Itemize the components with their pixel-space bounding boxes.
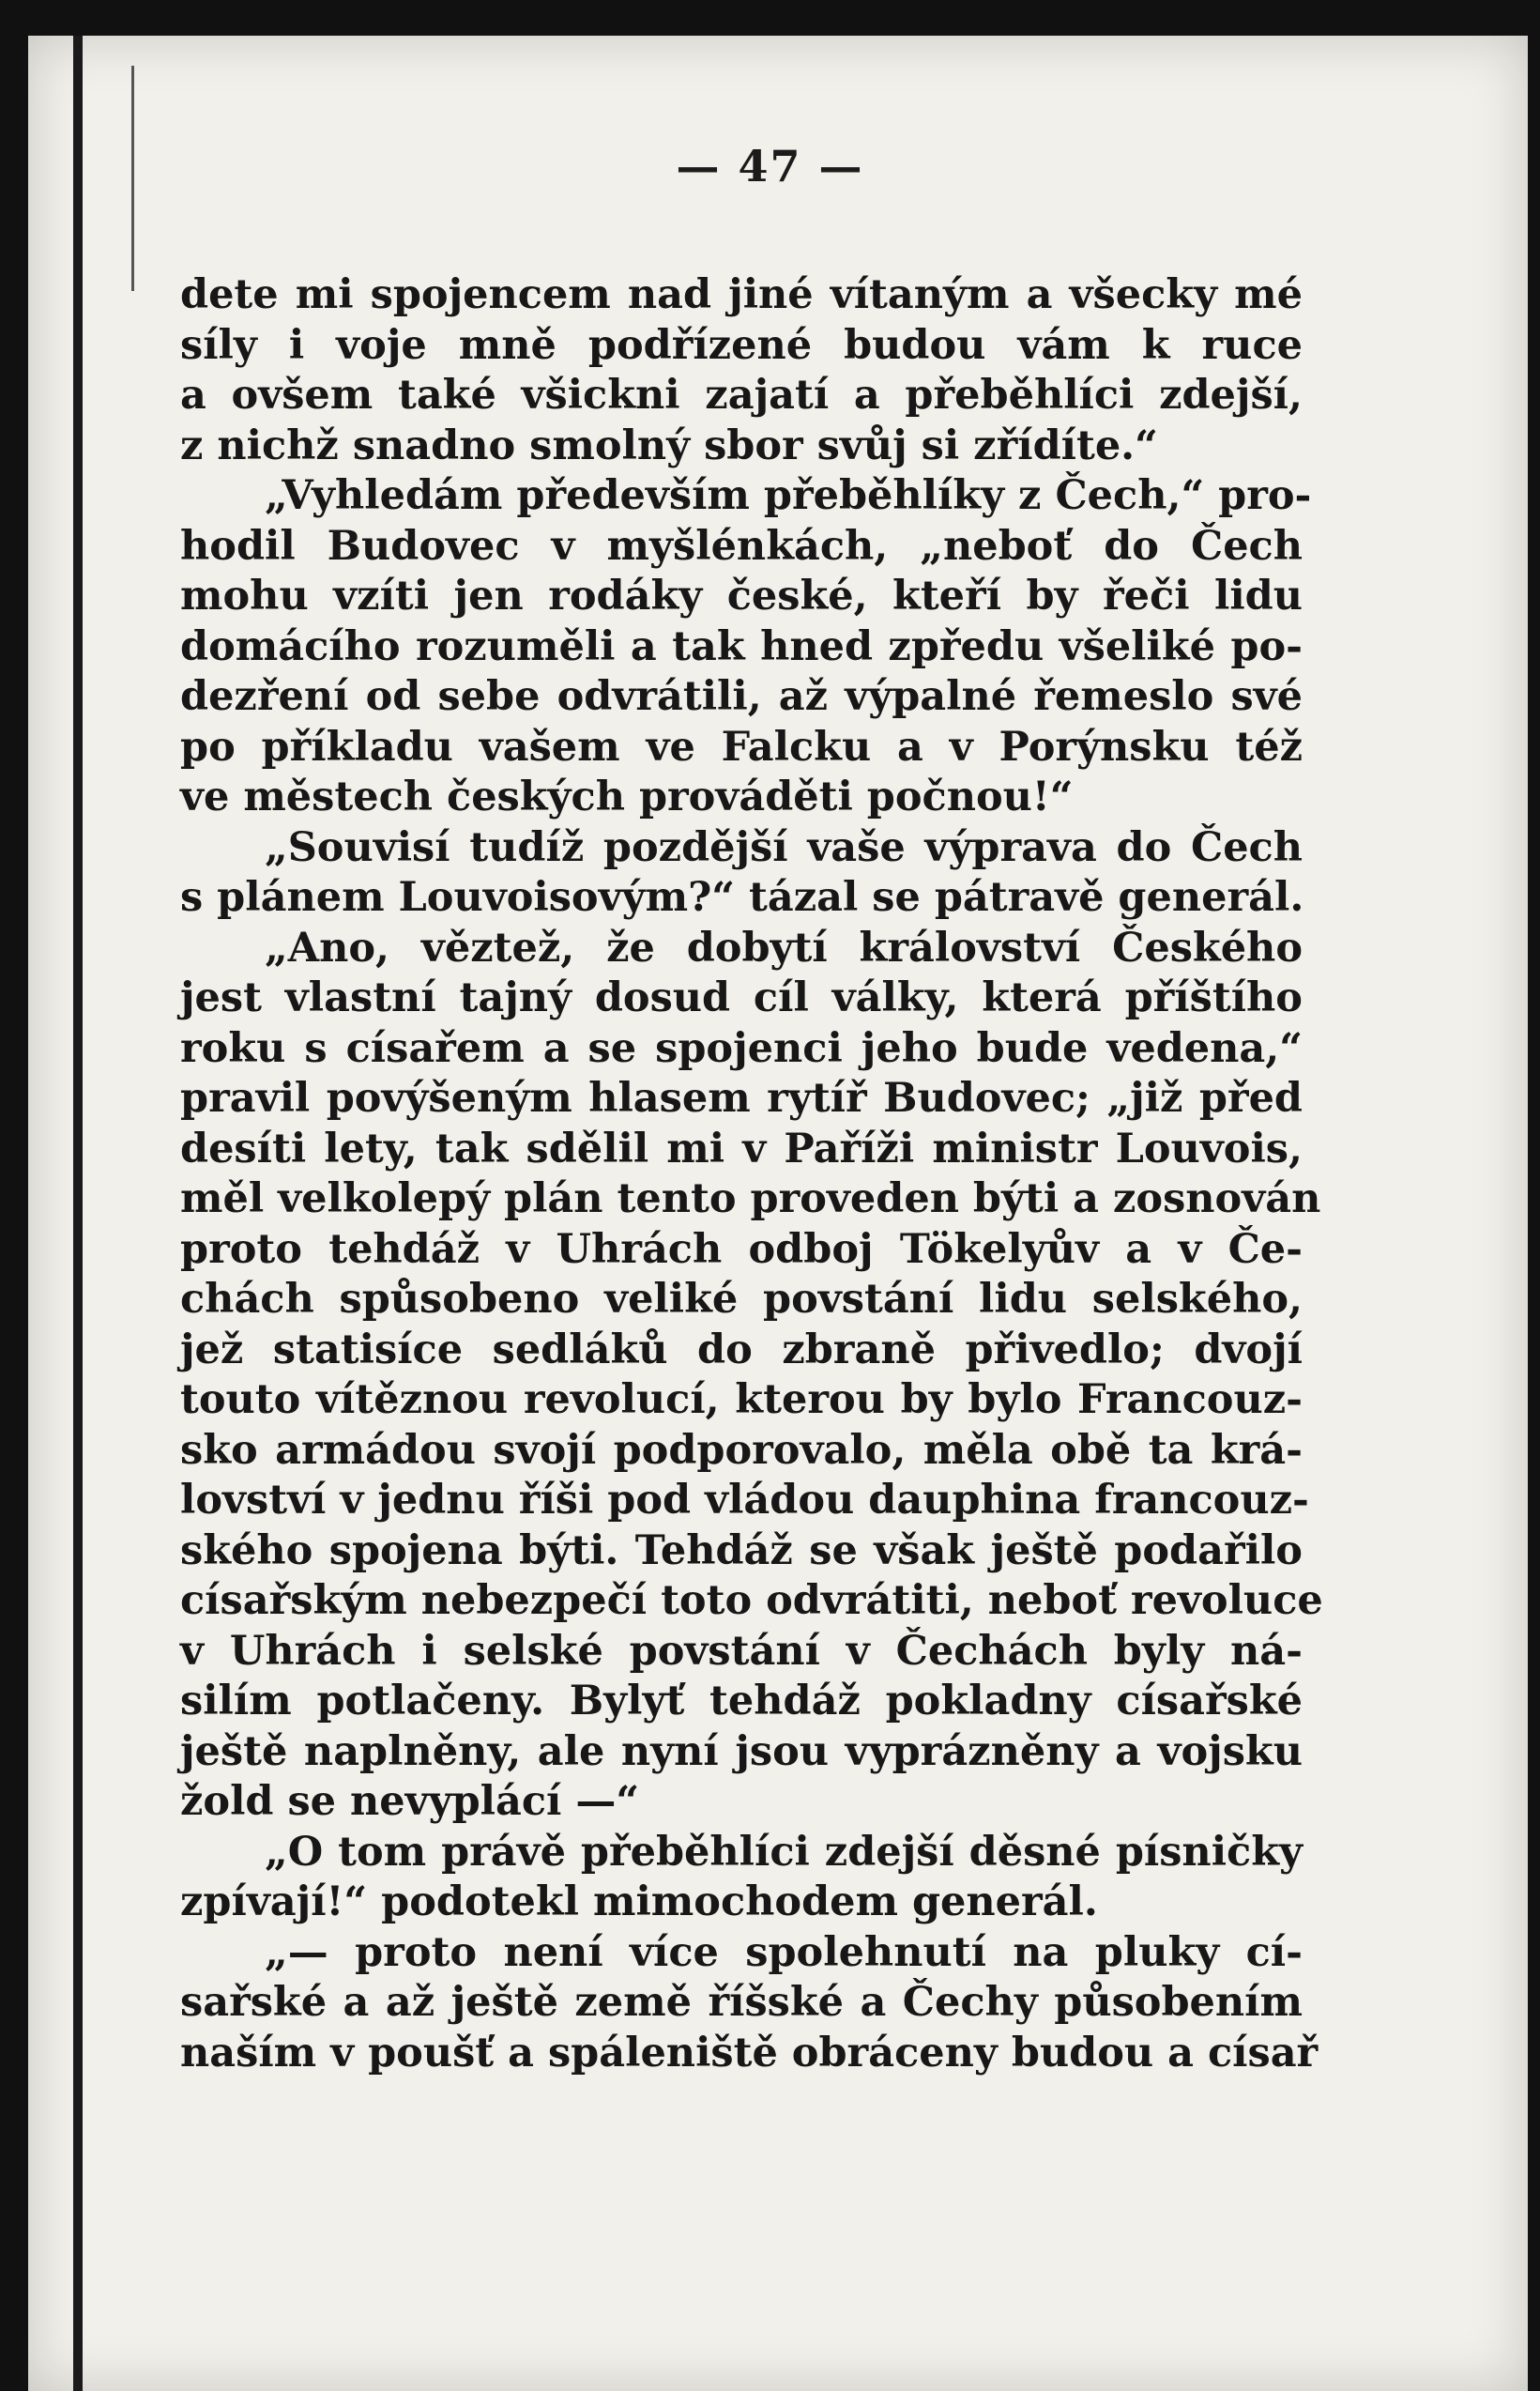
text-line: dezření od sebe odvrátili, až výpalné řemeslo své [180, 673, 1303, 720]
text-line: sařské a až ještě země říšské a Čechy působením [180, 1979, 1303, 2026]
text-line: pravil povýšeným hlasem rytíř Budovec; „již před [180, 1075, 1303, 1122]
text-line: zpívají!“ podotekl mimochodem generál. [180, 1878, 1098, 1925]
text-line: v Uhrách i selské povstání v Čechách byly ná- [180, 1627, 1303, 1675]
text-line: touto vítěznou revolucí, kterou by bylo Francouz- [180, 1376, 1303, 1423]
text-line: „Vyhledám především přeběhlíky z Čech,“ pro- [265, 472, 1312, 519]
text-line: lovství v jednu říši pod vládou dauphina francouz- [180, 1477, 1309, 1524]
text-line: síly i voje mně podřízené budou vám k ruce [180, 321, 1303, 369]
text-line: císařským nebezpečí toto odvrátiti, neboť revoluce [180, 1577, 1323, 1624]
text-line: naším v poušť a spáleniště obráceny budou a císař [180, 2029, 1319, 2077]
text-line: „— proto není více spolehnutí na pluky cí- [265, 1928, 1303, 1976]
text-line: mohu vzíti jen rodáky české, kteří by řeči lidu [180, 573, 1303, 620]
text-line: domácího rozuměli a tak hned zpředu všeliké po- [180, 622, 1303, 670]
text-line: ještě naplněny, ale nyní jsou vyprázněny a vojsku [180, 1727, 1303, 1775]
text-line: „Ano, věztež, že dobytí království Českého [265, 924, 1303, 972]
body-text [180, 270, 1323, 2078]
page-number: — 47 — [676, 141, 864, 192]
text-line: jest vlastní tajný dosud cíl války, která příštího [180, 974, 1303, 1021]
text-line: dete mi spojencem nad jiné vítaným a všecky mé [180, 271, 1303, 318]
text-line: „O tom právě přeběhlíci zdejší děsné písničky [265, 1828, 1303, 1876]
text-line: sko armádou svojí podporovalo, měla obě ta krá- [180, 1426, 1303, 1474]
text-line: hodil Budovec v myšlénkách, „neboť do Čech [180, 522, 1303, 570]
text-line: desíti lety, tak sdělil mi v Paříži ministr Louvois, [180, 1125, 1303, 1173]
binding-edge [73, 36, 83, 2391]
text-line: s plánem Louvoisovým?“ tázal se pátravě generál. [180, 874, 1304, 921]
text-line: „Souvisí tudíž pozdější vaše výprava do Čech [265, 823, 1303, 871]
text-line: silím potlačeny. Bylyť tehdáž pokladny císařské [180, 1678, 1303, 1724]
text-line: žold se nevyplácí —“ [180, 1778, 640, 1825]
text-line: po příkladu vašem ve Falcku a v Porýnsku též [180, 723, 1303, 771]
text-line: měl velkolepý plán tento proveden býti a zosnován [180, 1175, 1321, 1222]
text-line: ského spojena býti. Tehdáž se však ještě podařilo [180, 1526, 1303, 1574]
text-line: ve městech českých prováděti počnou!“ [180, 774, 1074, 820]
text-line: a ovšem také všickni zajatí a přeběhlíci zdejší, [180, 372, 1303, 419]
text-line: chách spůsobeno veliké povstání lidu selského, [180, 1276, 1303, 1323]
text-line: roku s císařem a se spojenci jeho bude vedena,“ [180, 1024, 1303, 1072]
text-line: z nichž snadno smolný sbor svůj si zřídíte.“ [180, 421, 1158, 469]
text-line: proto tehdáž v Uhrách odboj Tökelyův a v Če- [180, 1225, 1303, 1273]
text-line: jež statisíce sedláků do zbraně přivedlo; dvojí [180, 1326, 1303, 1373]
